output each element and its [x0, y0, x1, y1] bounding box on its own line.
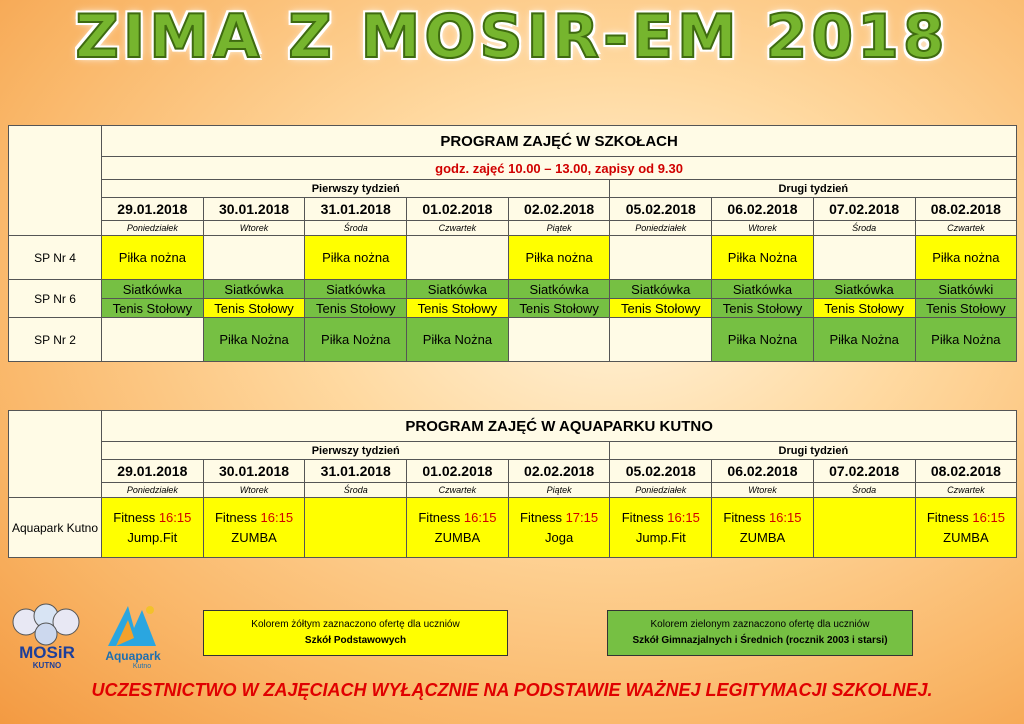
date-cell: 02.02.2018 [508, 460, 610, 483]
week1-header: Pierwszy tydzień [102, 180, 610, 198]
date-cell: 02.02.2018 [508, 198, 610, 221]
mosir-logo [6, 598, 88, 670]
weekday-row [9, 221, 1017, 236]
row-label-sp2: SP Nr 2 [9, 318, 102, 362]
aquapark-table-title: PROGRAM ZAJĘĆ W AQUAPARKU KUTNO [102, 411, 1017, 442]
week1-header: Pierwszy tydzień [102, 442, 610, 460]
date-row [9, 460, 1017, 483]
date-cell: 06.02.2018 [712, 198, 814, 221]
activity-cell: Siatkówka [508, 280, 610, 299]
corner-cell [9, 126, 102, 236]
date-cell: 05.02.2018 [610, 198, 712, 221]
activity-cell: Siatkówka [813, 280, 915, 299]
weekday-cell: Środa [813, 221, 915, 236]
activity-cell: Siatkówka [102, 280, 204, 299]
activity-cell: Piłka Nożna [813, 318, 915, 362]
svg-text:Aquapark: Aquapark [105, 649, 161, 663]
date-cell: 29.01.2018 [102, 460, 204, 483]
footer-notice: UCZESTNICTWO W ZAJĘCIACH WYŁĄCZNIE NA PODSTAWIE WAŻNEJ LEGITYMACJI SZKOLNEJ. [91, 680, 933, 700]
weekday-cell: Środa [813, 483, 915, 498]
activity-cell [610, 318, 712, 362]
legend-yellow [203, 610, 508, 656]
activity-cell: Tenis Stołowy [203, 299, 305, 318]
date-row [9, 198, 1017, 221]
schools-table-title: PROGRAM ZAJĘĆ W SZKOŁACH [102, 126, 1017, 157]
weekday-cell: Czwartek [407, 483, 509, 498]
activity-cell: Tenis Stołowy [915, 299, 1017, 318]
date-cell: 30.01.2018 [203, 198, 305, 221]
weekday-cell: Wtorek [712, 221, 814, 236]
aquapark-logo [98, 598, 168, 670]
page-title: ZIMA Z MOSIR-EM 2018 [75, 2, 949, 72]
activity-cell: Siatkówka [407, 280, 509, 299]
weekday-cell: Poniedziałek [102, 483, 204, 498]
activity-cell: Siatkówki [915, 280, 1017, 299]
activity-cell [102, 318, 204, 362]
date-cell: 07.02.2018 [813, 460, 915, 483]
row-label-aquapark: Aquapark Kutno [9, 498, 102, 558]
activity-cell [610, 236, 712, 280]
weekday-cell: Poniedziałek [610, 221, 712, 236]
fitness-cell: Fitness 17:15 Joga [508, 498, 610, 558]
activity-cell: Siatkówka [305, 280, 407, 299]
row-label-sp4: SP Nr 4 [9, 236, 102, 280]
activity-cell: Tenis Stołowy [407, 299, 509, 318]
date-cell: 31.01.2018 [305, 460, 407, 483]
fitness-cell: Fitness 16:15 ZUMBA [712, 498, 814, 558]
activity-cell: Tenis Stołowy [508, 299, 610, 318]
activity-cell: Tenis Stołowy [102, 299, 204, 318]
fitness-cell: Fitness 16:15 Jump.Fit [610, 498, 712, 558]
weekday-cell: Czwartek [407, 221, 509, 236]
activity-cell: Piłka Nożna [712, 236, 814, 280]
activity-cell: Piłka Nożna [305, 318, 407, 362]
fitness-cell: Fitness 16:15 ZUMBA [203, 498, 305, 558]
activity-cell [813, 236, 915, 280]
activity-cell: Piłka nożna [102, 236, 204, 280]
schools-hours-note: godz. zajęć 10.00 – 13.00, zapisy od 9.30 [102, 157, 1017, 180]
svg-text:MOSiR: MOSiR [19, 643, 75, 662]
weekday-cell: Poniedziałek [102, 221, 204, 236]
table-row [9, 280, 1017, 299]
legend-green-line1: Kolorem zielonym zaznaczono ofertę dla uczniów [650, 619, 870, 630]
fitness-cell: Fitness 16:15 Jump.Fit [102, 498, 204, 558]
weekday-cell: Wtorek [203, 221, 305, 236]
legend-green [607, 610, 913, 656]
date-cell: 01.02.2018 [407, 198, 509, 221]
table-row [9, 236, 1017, 280]
weekday-cell: Czwartek [915, 221, 1017, 236]
week2-header: Drugi tydzień [610, 180, 1017, 198]
date-cell: 30.01.2018 [203, 460, 305, 483]
weekday-cell: Środa [305, 483, 407, 498]
aquapark-schedule-table [8, 410, 1017, 558]
row-label-sp6: SP Nr 6 [9, 280, 102, 318]
date-cell: 01.02.2018 [407, 460, 509, 483]
svg-text:KUTNO: KUTNO [32, 661, 62, 670]
svg-text:Kutno: Kutno [132, 663, 152, 670]
activity-cell: Tenis Stołowy [610, 299, 712, 318]
activity-cell: Piłka nożna [915, 236, 1017, 280]
weekday-cell: Czwartek [915, 483, 1017, 498]
date-cell: 06.02.2018 [712, 460, 814, 483]
activity-cell: Piłka Nożna [203, 318, 305, 362]
weekday-cell: Piątek [508, 483, 610, 498]
activity-cell: Piłka nożna [508, 236, 610, 280]
weekday-cell: Wtorek [203, 483, 305, 498]
date-cell: 08.02.2018 [915, 460, 1017, 483]
corner-cell [9, 411, 102, 498]
date-cell: 31.01.2018 [305, 198, 407, 221]
weekday-cell: Poniedziałek [610, 483, 712, 498]
date-cell: 05.02.2018 [610, 460, 712, 483]
weekday-cell: Środa [305, 221, 407, 236]
table-row [9, 498, 1017, 558]
activity-cell: Piłka Nożna [915, 318, 1017, 362]
table-row [9, 318, 1017, 362]
activity-cell: Siatkówka [712, 280, 814, 299]
legend-yellow-line2: Szkół Podstawowych [304, 635, 407, 646]
table-row [9, 299, 1017, 318]
activity-cell: Piłka Nożna [407, 318, 509, 362]
legend-green-line2: Szkół Gimnazjalnych i Średnich (rocznik 2003 i starsi) [632, 635, 888, 646]
activity-cell: Siatkówka [610, 280, 712, 299]
date-cell: 08.02.2018 [915, 198, 1017, 221]
activity-cell: Siatkówka [203, 280, 305, 299]
legend-yellow-line1: Kolorem żółtym zaznaczono ofertę dla uczniów [251, 619, 460, 630]
activity-cell [203, 236, 305, 280]
activity-cell: Tenis Stołowy [813, 299, 915, 318]
weekday-row [9, 483, 1017, 498]
activity-cell: Tenis Stołowy [712, 299, 814, 318]
fitness-cell: Fitness 16:15 ZUMBA [915, 498, 1017, 558]
date-cell: 07.02.2018 [813, 198, 915, 221]
activity-cell: Piłka nożna [305, 236, 407, 280]
fitness-cell: Fitness 16:15 ZUMBA [407, 498, 509, 558]
week2-header: Drugi tydzień [610, 442, 1017, 460]
fitness-cell [813, 498, 915, 558]
weekday-cell: Wtorek [712, 483, 814, 498]
weekday-cell: Piątek [508, 221, 610, 236]
schools-schedule-table [8, 125, 1017, 362]
fitness-cell [305, 498, 407, 558]
date-cell: 29.01.2018 [102, 198, 204, 221]
activity-cell [407, 236, 509, 280]
activity-cell: Piłka Nożna [712, 318, 814, 362]
activity-cell: Tenis Stołowy [305, 299, 407, 318]
activity-cell [508, 318, 610, 362]
